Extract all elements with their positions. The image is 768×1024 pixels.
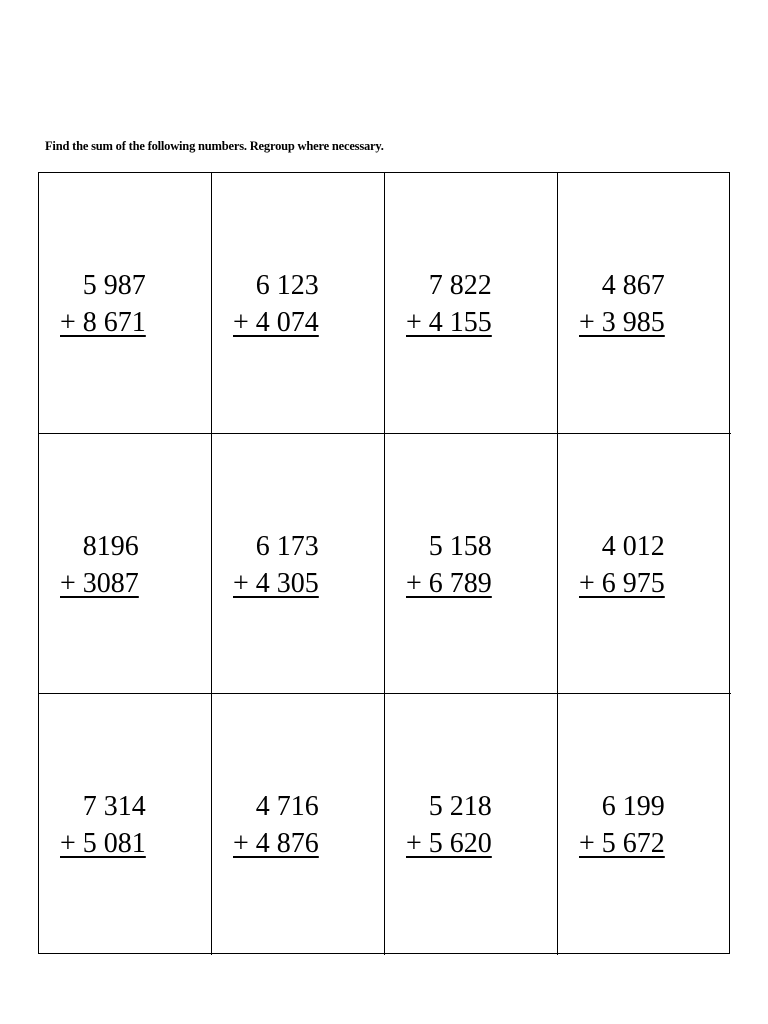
addend-top: 5 218 [428,791,492,823]
addition-problem [60,788,146,862]
problem-cell-10 [212,694,385,955]
problem-cell-1 [39,173,212,434]
addition-problem [233,528,319,602]
addition-problem [406,788,492,862]
addition-problem [406,528,492,602]
problem-grid [38,172,730,954]
addend-top: 4 012 [601,530,665,562]
addend-top: 5 158 [428,530,492,562]
addend-top: 6 199 [601,791,665,823]
problem-cell-8 [558,434,731,695]
addend-top: 6 173 [255,530,319,562]
addend-top: 6 123 [255,270,319,301]
addend-bottom: + 6 975 [579,567,665,599]
addend-bottom: + 4 876 [233,828,319,860]
addend-bottom: + 5 620 [406,828,492,860]
problem-cell-6 [212,434,385,695]
instructions-text: Find the sum of the following numbers. Regroup where necessary. [45,139,384,153]
addend-bottom: + 4 155 [406,307,492,338]
addend-bottom: + 8 671 [60,307,146,338]
addend-bottom: + 4 305 [233,567,319,599]
addend-bottom: + 4 074 [233,307,319,338]
addend-top: 7 314 [82,791,146,823]
addition-problem [233,267,319,341]
addend-bottom: + 5 081 [60,828,146,860]
addition-problem [579,788,665,862]
problem-cell-12 [558,694,731,955]
addend-bottom: + 3 985 [579,307,665,338]
addend-top: 4 716 [255,791,319,823]
addition-problem [579,267,665,341]
problem-cell-7 [385,434,558,695]
addend-top: 4 867 [601,270,665,301]
problem-cell-9 [39,694,212,955]
addend-top: 7 822 [428,270,492,301]
addition-problem [579,528,665,602]
addition-problem [60,528,139,602]
addend-top: 8196 [82,530,139,562]
addend-bottom: + 3087 [60,567,139,599]
problem-cell-2 [212,173,385,434]
problem-cell-3 [385,173,558,434]
addition-problem [60,267,146,341]
addend-bottom: + 5 672 [579,828,665,860]
addition-problem [406,267,492,341]
problem-cell-4 [558,173,731,434]
problem-cell-11 [385,694,558,955]
addend-bottom: + 6 789 [406,567,492,599]
addition-problem [233,788,319,862]
problem-cell-5 [39,434,212,695]
addend-top: 5 987 [82,270,146,301]
